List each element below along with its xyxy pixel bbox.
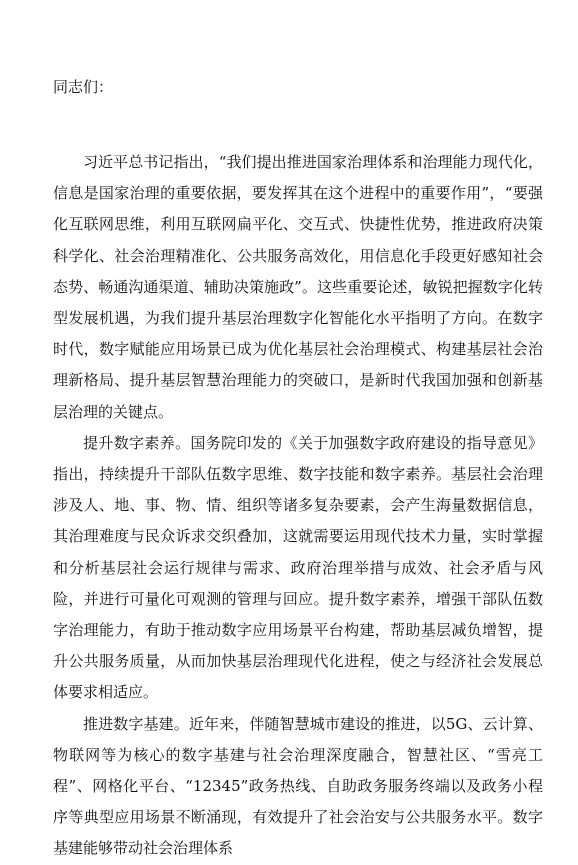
paragraph-digital-literacy: 提升数字素养。国务院印发的《关于加强数字政府建设的指导意见》指出，持续提升干部队伍数字思维、数字技能和数字素养。基层社会治理涉及人、地、事、物、情、组织等诸多复杂要素，会产生海量数据信息，其治理难度与民众诉求交织叠加，这就需要运用现代技术力量，实时掌握和分析基层社会运行规律与需求、政府治理举措与成效、社会矛盾与风险，并进行可量化可观测的管理与回应。提升数字素养，增强干部队伍数字治理能力，有助于推动数字应用场景平台构建，帮助基层减负增智，提升公共服务质量，从而加快基层治理现代化进程，使之与经济社会发展总体要求相适应。 xyxy=(53,433,543,702)
salutation: 同志们： xyxy=(53,78,114,96)
paragraph-intro: 习近平总书记指出，“我们提出推进国家治理体系和治理能力现代化，信息是国家治理的重要依据，要发挥其在这个进程中的重要作用”，“要强化互联网思维，利用互联网扁平化、交互式、快捷性优势，推进政府决策科学化、社会治理精准化、公共服务高效化，用信息化手段更好感知社会态势、畅通沟通渠道、辅助决策施政”。这些重要论述，敏锐把握数字化转型发展机遇，为我们提升基层治理数字化智能化水平指明了方向。在数字时代，数字赋能应用场景已成为优化基层社会治理模式、构建基层社会治理新格局、提升基层智慧治理能力的突破口，是新时代我国加强和创新基层治理的关键点。 xyxy=(53,153,543,421)
document-body xyxy=(53,147,543,865)
paragraph-digital-infrastructure: 推进数字基建。近年来，伴随智慧城市建设的推进，以5G、云计算、物联网等为核心的数字基建与社会治理深度融合，智慧社区、“雪亮工程”、网格化平台、“12345”政务热线、自助政务服务终端以及政务小程序等典型应用场景不断涌现，有效提升了社会治安与公共服务水平。数字基建能够带动社会治理体系 xyxy=(53,714,543,858)
